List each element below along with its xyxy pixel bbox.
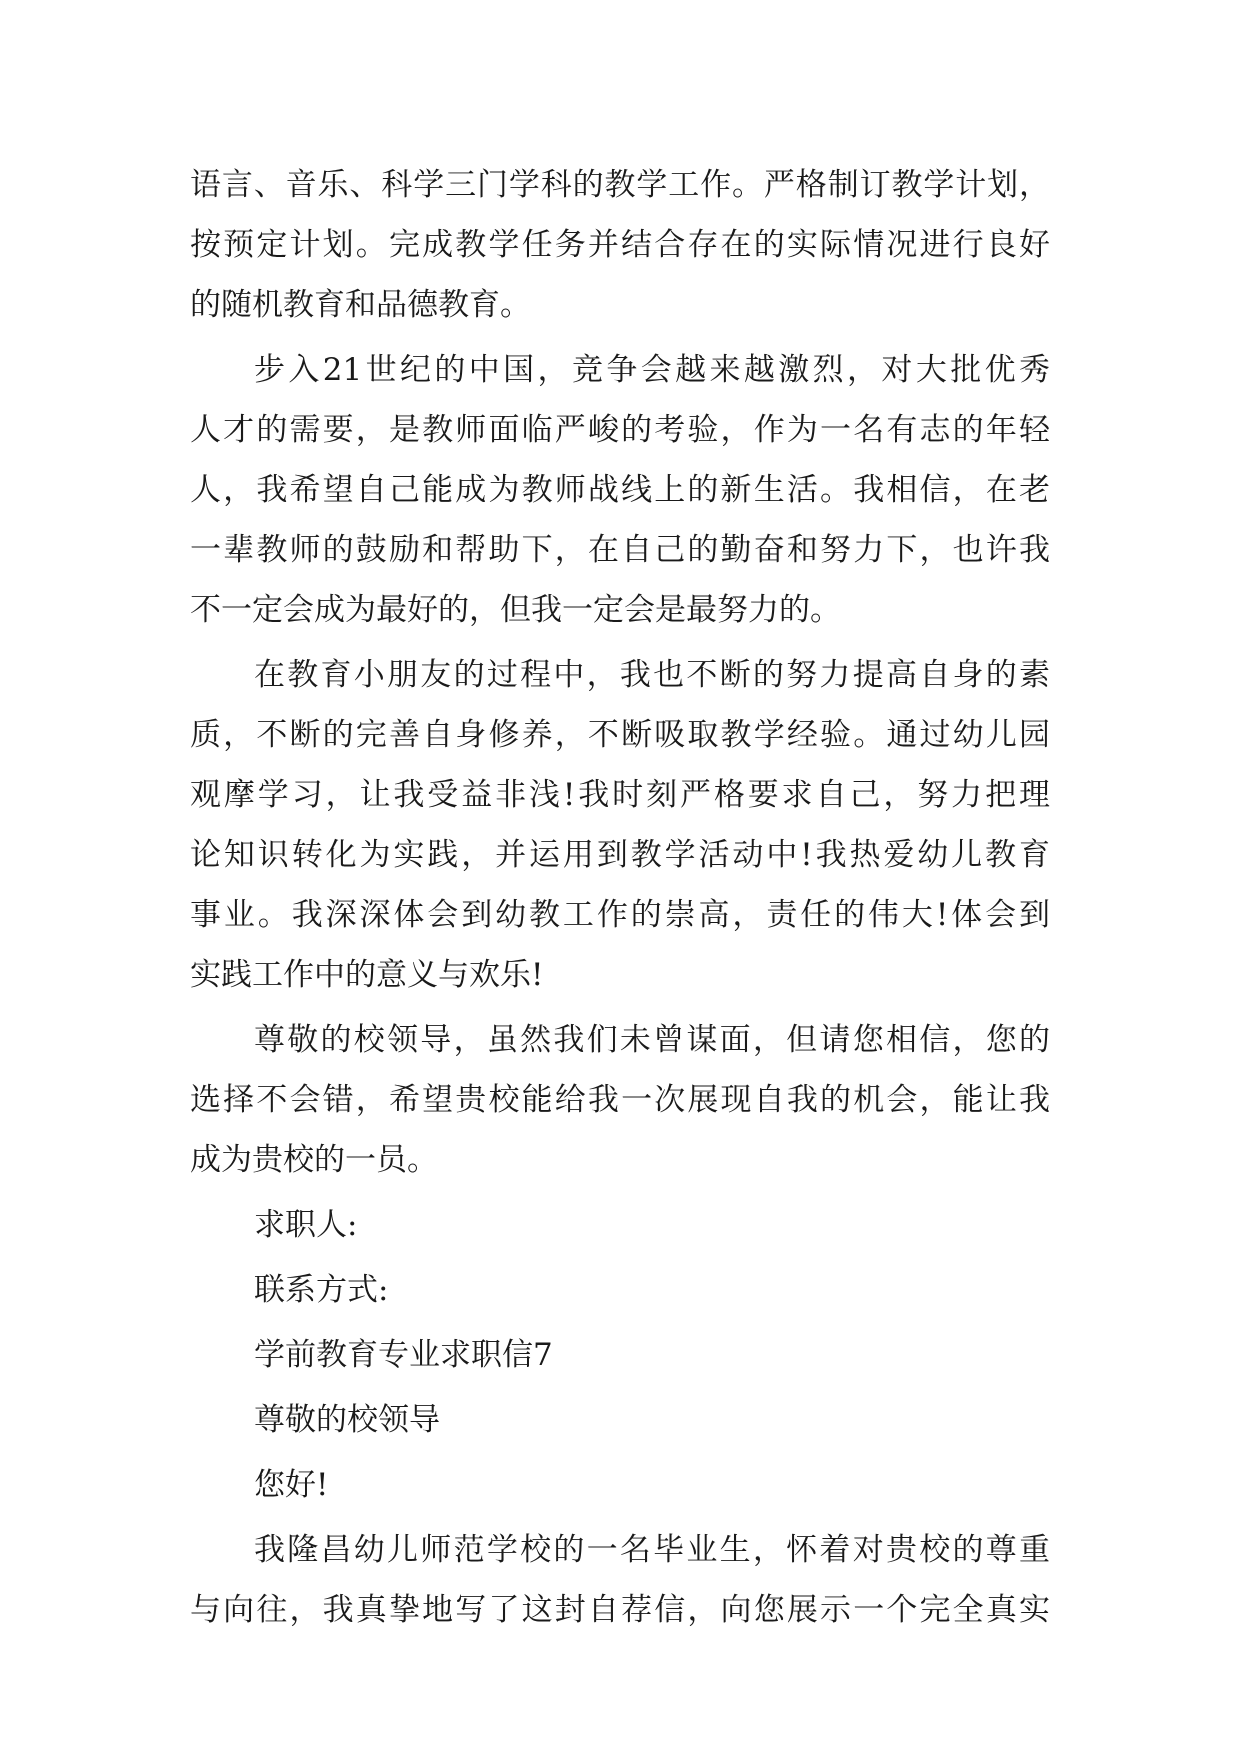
text-line: 尊敬的校领导 bbox=[254, 1402, 440, 1438]
text-line: 选择不会错，希望贵校能给我一次展现自我的机会，能让我 bbox=[190, 1082, 1050, 1118]
text-line: 实践工作中的意义与欢乐! bbox=[190, 957, 544, 993]
text-line: 步入21世纪的中国，竞争会越来越激烈，对大批优秀 bbox=[254, 352, 1050, 388]
text-line: 在教育小朋友的过程中，我也不断的努力提高自身的素 bbox=[254, 657, 1050, 693]
text-line: 成为贵校的一员。 bbox=[190, 1142, 438, 1178]
text-line: 语言、音乐、科学三门学科的教学工作。严格制订教学计划， bbox=[190, 167, 1050, 203]
text-line: 论知识转化为实践，并运用到教学活动中!我热爱幼儿教育 bbox=[190, 837, 1050, 873]
text-line: 一辈教师的鼓励和帮助下，在自己的勤奋和努力下，也许我 bbox=[190, 532, 1050, 568]
text-line: 联系方式: bbox=[254, 1272, 389, 1308]
text-line: 的随机教育和品德教育。 bbox=[190, 287, 531, 323]
text-line: 与向往，我真挚地写了这封自荐信，向您展示一个完全真实 bbox=[190, 1592, 1050, 1628]
text-line: 学前教育专业求职信7 bbox=[254, 1337, 553, 1373]
text-line: 人，我希望自己能成为教师战线上的新生活。我相信，在老 bbox=[190, 472, 1050, 508]
text-line: 观摩学习，让我受益非浅!我时刻严格要求自己，努力把理 bbox=[190, 777, 1050, 813]
text-line: 尊敬的校领导，虽然我们未曾谋面，但请您相信，您的 bbox=[254, 1022, 1050, 1058]
text-line: 您好! bbox=[254, 1467, 329, 1503]
letter-body bbox=[190, 155, 1050, 1640]
text-line: 我隆昌幼儿师范学校的一名毕业生，怀着对贵校的尊重 bbox=[254, 1532, 1050, 1568]
text-line: 不一定会成为最好的，但我一定会是最努力的。 bbox=[190, 592, 841, 628]
text-line: 质，不断的完善自身修养，不断吸取教学经验。通过幼儿园 bbox=[190, 717, 1050, 753]
text-line: 事业。我深深体会到幼教工作的崇高，责任的伟大!体会到 bbox=[190, 897, 1050, 933]
text-line: 求职人: bbox=[254, 1207, 358, 1243]
text-line: 按预定计划。完成教学任务并结合存在的实际情况进行良好 bbox=[190, 227, 1050, 263]
text-line: 人才的需要，是教师面临严峻的考验，作为一名有志的年轻 bbox=[190, 412, 1050, 448]
